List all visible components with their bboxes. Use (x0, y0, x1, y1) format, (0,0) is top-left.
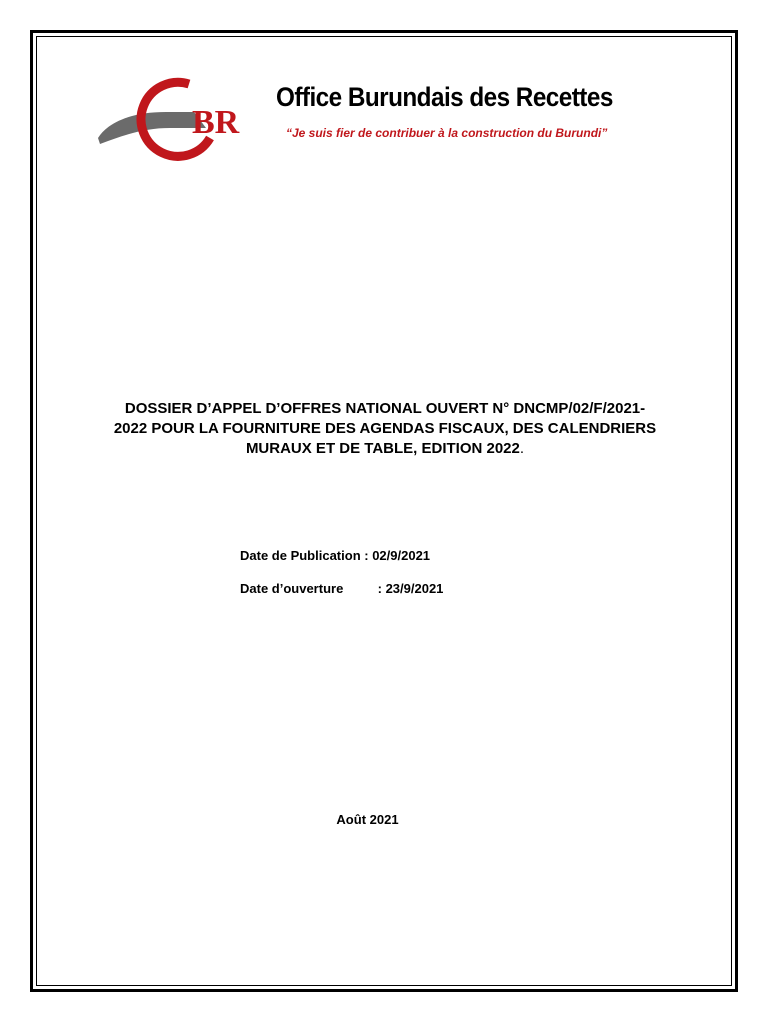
publication-date-value: : 02/9/2021 (364, 548, 431, 563)
title-line-1: DOSSIER D’APPEL D’OFFRES NATIONAL OUVERT N° DNCMP/02/F/2021- (124, 400, 646, 417)
obr-logo (92, 72, 272, 162)
publication-date-row (240, 548, 443, 581)
document-title (50, 399, 720, 459)
opening-date-value: : 23/9/2021 (377, 581, 444, 596)
title-line-2: 2022 POUR LA FOURNITURE DES AGENDAS FISCAUX, DES CALENDRIERS (113, 420, 657, 437)
page-border-inner (36, 36, 732, 986)
org-slogan: “Je suis fier de contribuer à la construction du Burundi” (286, 126, 608, 140)
title-line-3-period: . (519, 440, 525, 457)
dates-block (240, 548, 443, 614)
opening-date-row (240, 581, 443, 614)
opening-date-label: Date d’ouverture (240, 581, 344, 596)
org-name: Office Burundais des Recettes (276, 82, 613, 112)
document-date: Août 2021 (336, 812, 399, 827)
logo-br-letters: BR (192, 104, 240, 141)
title-line-3-text: MURAUX ET DE TABLE, EDITION 2022 (245, 440, 520, 457)
title-line-3 (50, 439, 720, 459)
publication-date-label: Date de Publication (240, 548, 361, 563)
